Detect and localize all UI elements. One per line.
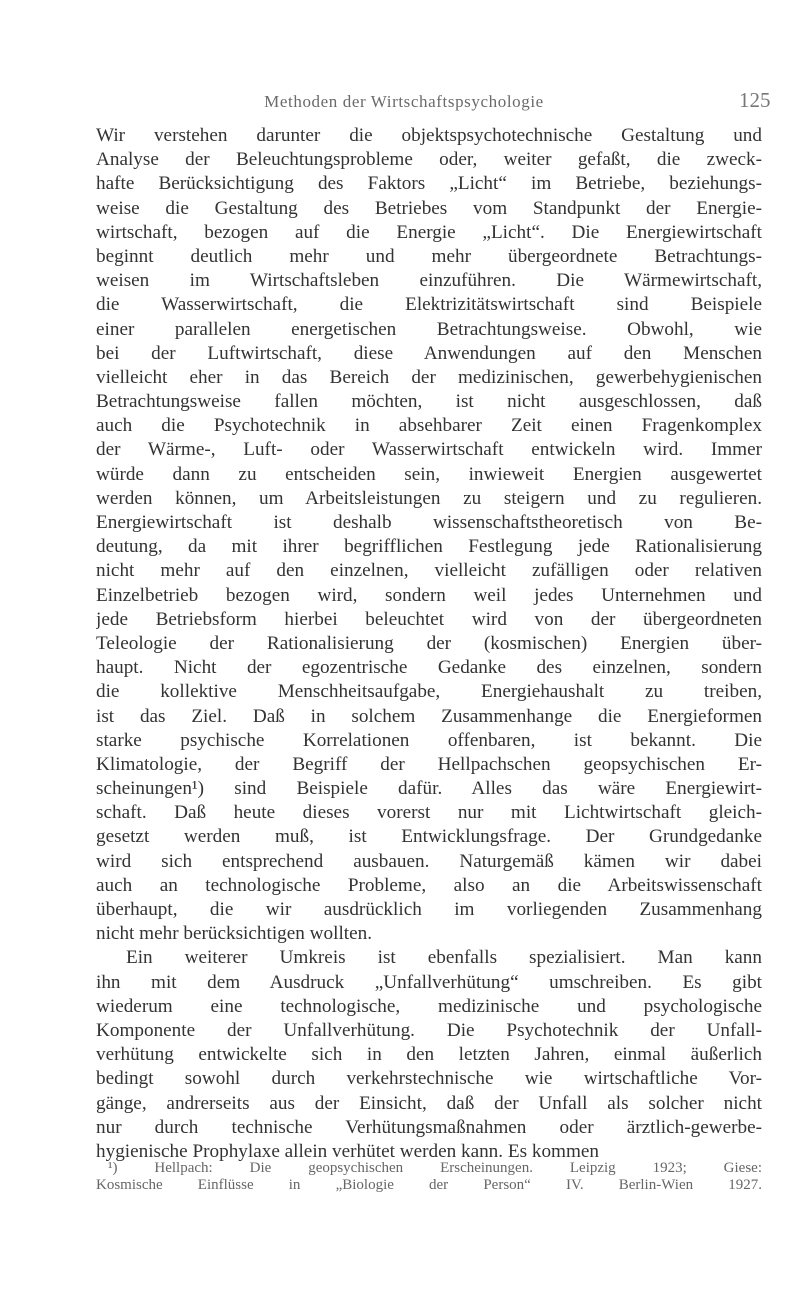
text-line: Ein weiterer Umkreis ist ebenfalls spezialisiert. Man kann: [126, 947, 762, 969]
text-line: überhaupt, die wir ausdrücklich im vorliegenden Zusammenhang: [96, 899, 762, 920]
text-line: Klimatologie, der Begriff der Hellpachschen geopsychischen Er-: [96, 753, 762, 775]
text-line: wird sich entsprechend ausbauen. Naturgemäß kämen wir dabei: [96, 850, 762, 872]
text-line: einer parallelen energetischen Betrachtungsweise. Obwohl, wie: [96, 318, 762, 340]
text-line: gänge, andrerseits aus der Einsicht, daß der Unfall als solcher nicht: [96, 1092, 762, 1114]
text-line: auch an technologische Probleme, also an die Arbeitswissenschaft: [96, 874, 762, 896]
page-number: 125: [739, 88, 771, 112]
text-line: beginnt deutlich mehr und mehr übergeordnete Betrachtungs-: [96, 245, 762, 267]
text-line: schaft. Daß heute dieses vorerst nur mit Lichtwirtschaft gleich-: [96, 802, 762, 824]
footnote: [96, 1160, 762, 1194]
text-line: ihn mit dem Ausdruck „Unfallverhütung“ umschreiben. Es gibt: [96, 971, 762, 993]
text-line: jede Betriebsform hierbei beleuchtet wird von der übergeordneten: [96, 608, 762, 630]
text-line: scheinungen¹) sind Beispiele dafür. Alles das wäre Energiewirt-: [96, 778, 762, 800]
text-line: hafte Berücksichtigung des Faktors „Licht“ im Betriebe, beziehungs-: [96, 173, 762, 195]
footnote-line: Kosmische Einflüsse in „Biologie der Person“ IV. Berlin-Wien 1927.: [96, 1177, 762, 1193]
text-line: auch die Psychotechnik in absehbarer Zeit einen Fragenkomplex: [96, 415, 762, 437]
text-line: werden können, um Arbeitsleistungen zu steigern und zu regulieren.: [96, 487, 762, 509]
text-line: gesetzt werden muß, ist Entwicklungsfrage. Der Grundgedanke: [96, 826, 762, 848]
text-line: Komponente der Unfallverhütung. Die Psychotechnik der Unfall-: [96, 1019, 762, 1041]
text-line: hygienische Prophylaxe allein verhütet werden kann. Es kommen: [96, 1140, 599, 1162]
text-line: würde dann zu entscheiden sein, inwieweit Energien ausgewertet: [96, 463, 762, 485]
text-line: weise die Gestaltung des Betriebes vom Standpunkt der Energie-: [96, 197, 762, 219]
text-line: bei der Luftwirtschaft, diese Anwendungen auf den Menschen: [96, 342, 762, 364]
running-head: Methoden der Wirtschaftspsychologie: [264, 92, 544, 111]
text-line: Energiewirtschaft ist deshalb wissenschaftstheoretisch von Be-: [96, 512, 762, 533]
text-line: Teleologie der Rationalisierung der (kosmischen) Energien über-: [96, 632, 762, 654]
text-line: Analyse der Beleuchtungsprobleme oder, weiter gefaßt, die zweck-: [96, 149, 762, 171]
paragraph: [96, 124, 762, 946]
body-text: [96, 124, 762, 1164]
text-line: nicht mehr auf den einzelnen, vielleicht zufälligen oder relativen: [96, 560, 762, 582]
text-line: haupt. Nicht der egozentrische Gedanke des einzelnen, sondern: [96, 657, 762, 679]
text-line: vielleicht eher in das Bereich der medizinischen, gewerbehygienischen: [96, 366, 762, 388]
text-line: weisen im Wirtschaftsleben einzuführen. Die Wärmewirtschaft,: [96, 270, 762, 292]
text-line: Einzelbetrieb bezogen wird, sondern weil jedes Unternehmen und: [96, 584, 762, 606]
text-line: nicht mehr berücksichtigen wollten.: [96, 923, 373, 945]
text-line: bedingt sowohl durch verkehrstechnische wie wirtschaftliche Vor-: [96, 1068, 762, 1090]
text-line: wirtschaft, bezogen auf die Energie „Licht“. Die Energiewirtschaft: [96, 221, 762, 243]
text-line: wiederum eine technologische, medizinische und psychologische: [96, 995, 762, 1017]
text-line: deutung, da mit ihrer begrifflichen Festlegung jede Rationalisierung: [96, 536, 762, 558]
text-line: ist das Ziel. Daß in solchem Zusammenhange die Energieformen: [96, 705, 762, 727]
text-line: verhütung entwickelte sich in den letzten Jahren, einmal äußerlich: [96, 1044, 762, 1066]
text-line: Wir verstehen darunter die objektspsychotechnische Gestaltung und: [96, 125, 762, 146]
text-line: starke psychische Korrelationen offenbaren, ist bekannt. Die: [96, 729, 762, 751]
text-line: die Wasserwirtschaft, die Elektrizitätswirtschaft sind Beispiele: [96, 294, 762, 316]
text-line: nur durch technische Verhütungsmaßnahmen oder ärztlich-gewerbe-: [96, 1116, 762, 1138]
footnote-line: ¹) Hellpach: Die geopsychischen Erscheinungen. Leipzig 1923; Giese:: [108, 1160, 762, 1176]
paragraph: [96, 946, 762, 1164]
text-line: der Wärme-, Luft- oder Wasserwirtschaft entwickeln wird. Immer: [96, 439, 762, 461]
text-line: Betrachtungsweise fallen möchten, ist nicht ausgeschlossen, daß: [96, 391, 762, 413]
text-line: die kollektive Menschheitsaufgabe, Energiehaushalt zu treiben,: [96, 681, 762, 703]
